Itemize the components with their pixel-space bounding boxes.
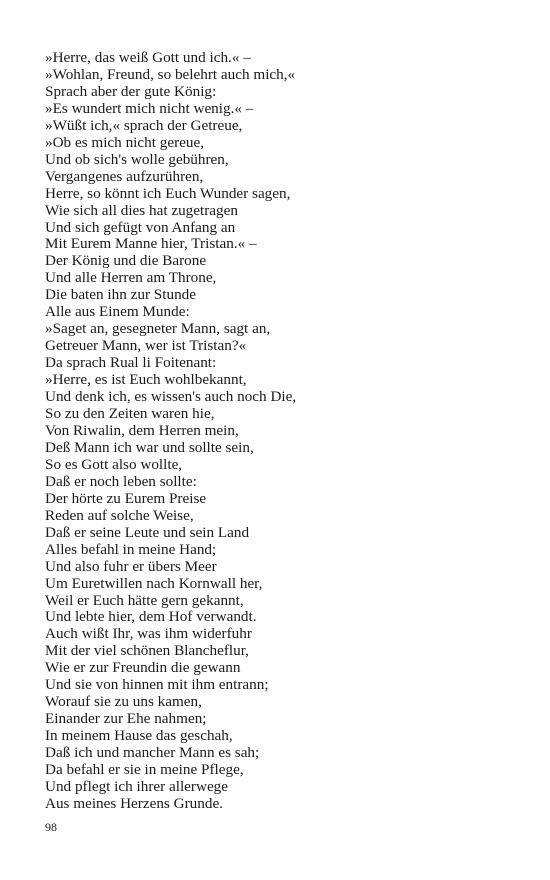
- verse-line: Wie sich all dies hat zugetragen: [45, 201, 238, 219]
- verse-line: Von Riwalin, dem Herren mein,: [45, 421, 239, 439]
- verse-line: Da sprach Rual li Foitenant:: [45, 354, 217, 372]
- verse-line: Vergangenes aufzurühren,: [45, 167, 204, 185]
- verse-line: Und alle Herren am Throne,: [45, 269, 217, 287]
- verse-line: So zu den Zeiten waren hie,: [45, 405, 215, 423]
- verse-line: Aus meines Herzens Grunde.: [45, 794, 223, 812]
- verse-line: Und pflegt ich ihrer allerwege: [45, 777, 229, 795]
- verse-line: »Wüßt ich,« sprach der Getreue,: [45, 116, 243, 134]
- verse-line: »Ob es mich nicht gereue,: [45, 133, 204, 151]
- verse-line: Auch wißt Ihr, was ihm widerfuhr: [45, 625, 252, 643]
- page-number: 98: [45, 820, 57, 834]
- verse-line: Die baten ihn zur Stunde: [45, 286, 196, 304]
- verse-line: »Saget an, gesegneter Mann, sagt an,: [45, 320, 271, 338]
- verse-line: Worauf sie zu uns kamen,: [45, 693, 202, 711]
- verse-line: Weil er Euch hätte gern gekannt,: [45, 591, 244, 609]
- verse-text-block: [45, 50, 525, 813]
- verse-line: Deß Mann ich war und sollte sein,: [45, 438, 254, 456]
- verse-line: Der König und die Barone: [45, 252, 207, 270]
- verse-line: Reden auf solche Weise,: [45, 506, 194, 524]
- verse-line: Daß er noch leben sollte:: [45, 472, 197, 490]
- verse-line: Und lebte hier, dem Hof verwandt.: [45, 608, 257, 626]
- verse-line: Sprach aber der gute König:: [45, 82, 217, 100]
- verse-line: Um Euretwillen nach Kornwall her,: [45, 574, 263, 592]
- verse-line: So es Gott also wollte,: [45, 455, 183, 473]
- verse-line: Und sich gefügt von Anfang an: [45, 218, 236, 236]
- verse-line: Mit Eurem Manne hier, Tristan.« –: [45, 235, 257, 253]
- verse-line: »Herre, das weiß Gott und ich.« –: [45, 49, 251, 66]
- verse-line: Herre, so könnt ich Euch Wunder sagen,: [45, 184, 291, 202]
- verse-line: Da befahl er sie in meine Pflege,: [45, 761, 244, 779]
- verse-line: Einander zur Ehe nahmen;: [45, 710, 207, 728]
- verse-line: Der hörte zu Eurem Preise: [45, 489, 207, 507]
- verse-line: Wie er zur Freundin die gewann: [45, 659, 241, 677]
- verse-line: In meinem Hause das geschah,: [45, 727, 233, 745]
- verse-line: Alles befahl in meine Hand;: [45, 540, 217, 558]
- verse-line: Alle aus Einem Munde:: [45, 303, 190, 321]
- verse-line: Und sie von hinnen mit ihm entrann;: [45, 676, 269, 694]
- verse-line: Mit der viel schönen Blancheflur,: [45, 642, 249, 660]
- verse-line: Daß er seine Leute und sein Land: [45, 523, 250, 541]
- verse-line: Und ob sich's wolle gebühren,: [45, 150, 229, 168]
- verse-line: Daß ich und mancher Mann es sah;: [45, 744, 260, 762]
- verse-line: »Wohlan, Freund, so belehrt auch mich,«: [45, 65, 296, 83]
- verse-line: Und denk ich, es wissen's auch noch Die,: [45, 388, 297, 406]
- verse-line: Und also fuhr er übers Meer: [45, 557, 217, 575]
- verse-line: »Herre, es ist Euch wohlbekannt,: [45, 371, 247, 389]
- verse-line: Getreuer Mann, wer ist Tristan?«: [45, 337, 247, 355]
- verse-line: »Es wundert mich nicht wenig.« –: [45, 99, 254, 117]
